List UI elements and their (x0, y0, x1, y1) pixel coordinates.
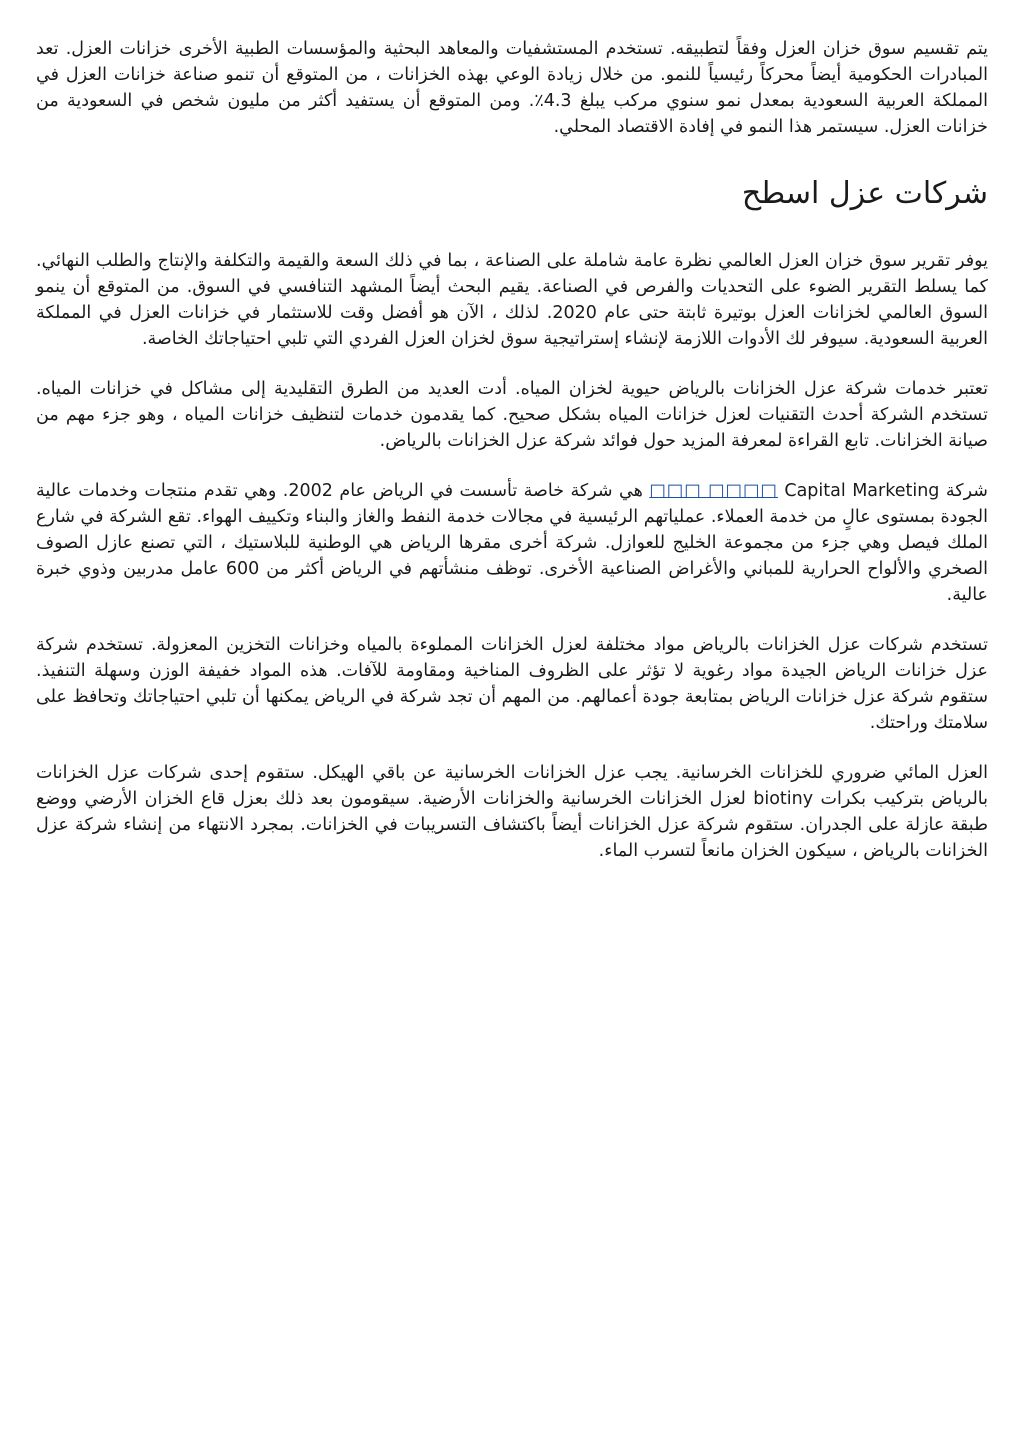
product-brand-name: biotiny (753, 789, 814, 809)
company-brand-name: Capital Marketing (784, 481, 940, 501)
company-prefix: شركة (945, 481, 988, 501)
company-link[interactable]: □□□ □□□□ (649, 481, 778, 501)
materials-paragraph: تستخدم شركات عزل الخزانات بالرياض مواد مختلفة لعزل الخزانات المملوءة بالمياه وخزانات التخزين المعزولة. تستخدم شركة عزل خزانات الرياض الجيدة مواد رغوية لا تؤثر على الظروف المناخية ومقاومة للآفات. هذه المواد خفيفة الوزن وسهلة التنفيذ. ستقوم شركة عزل خزانات الرياض بمتابعة جودة أعمالهم. من المهم أن تجد شركة في الرياض يمكنها أن تلبي احتياجاتك وتحافظ على سلامتك وراحتك. (36, 635, 988, 733)
waterproofing-paragraph (36, 760, 988, 864)
company-profile-paragraph (36, 478, 988, 608)
waterproofing-text-start: العزل المائي ضروري للخزانات الخرسانية. يجب عزل الخزانات الخرسانية عن باقي الهيكل. ستقوم إحدى شركات عزل الخزانات بالرياض بتركيب بكرات (36, 763, 988, 809)
market-report-paragraph: يوفر تقرير سوق خزان العزل العالمي نظرة عامة شاملة على الصناعة ، بما في ذلك السعة والقيمة والتكلفة والإنتاج والطلب النهائي. كما يسلط التقرير الضوء على التحديات والفرص في الصناعة. يقيم البحث أيضاً المشهد التنافسي في السوق. من المتوقع أن ينمو السوق العالمي لخزانات العزل بوتيرة ثابتة حتى عام 2020. لذلك ، الآن هو أفضل وقت للاستثمار في خزانات العزل في المملكة العربية السعودية. سيوفر لك الأدوات اللازمة لإنشاء إستراتيجية سوق لخزان العزل الفردي التي تلبي احتياجاتك الخاصة. (36, 251, 988, 349)
section-heading: شركات عزل اسطح (741, 176, 988, 211)
tank-services-paragraph: تعتبر خدمات شركة عزل الخزانات بالرياض حيوية لخزان المياه. أدت العديد من الطرق التقليدية إلى مشاكل في خزانات المياه. تستخدم الشركة أحدث التقنيات لعزل خزانات المياه بشكل صحيح. كما يقدمون خدمات لتنظيف خزانات المياه ، وهو جزء مهم من صيانة الخزانات. تابع القراءة لمعرفة المزيد حول فوائد شركة عزل الخزانات بالرياض. (36, 379, 988, 451)
company-profile-text: هي شركة خاصة تأسست في الرياض عام 2002. وهي تقدم منتجات وخدمات عالية الجودة بمستوى عالٍ من خدمة العملاء. عملياتهم الرئيسية في مجالات خدمة النفط والغاز والبناء وتكييف الهواء. تقع الشركة في شارع الملك فيصل وهي جزء من مجموعة الخليج للعوازل. شركة أخرى مقرها الرياض هي الوطنية للبلاستيك ، التي تصنع عازل الصوف الصخري والألواح الحرارية للمباني والأغراض الصناعية الأخرى. توظف منشأتهم في الرياض أكثر من 600 عامل مدربين وذوي خبرة عالية. (36, 481, 988, 605)
waterproofing-text-end: لعزل الخزانات الخرسانية والخزانات الأرضية. سيقومون بعد ذلك بعزل قاع الخزان الأرضي ووضع طبقة عازلة على الجدران. ستقوم شركة عزل الخزانات أيضاً باكتشاف التسريبات في الخزانات. بمجرد الانتهاء من إنشاء شركة عزل الخزانات بالرياض ، سيكون الخزان مانعاً لتسرب الماء. (36, 789, 988, 861)
intro-paragraph: يتم تقسيم سوق خزان العزل وفقاً لتطبيقه. تستخدم المستشفيات والمعاهد البحثية والمؤسسات الطبية الأخرى خزانات العزل. تعد المبادرات الحكومية أيضاً محركاً رئيسياً للنمو. من خلال زيادة الوعي بهذه الخزانات ، من المتوقع أن تنمو صناعة خزانات العزل في المملكة العربية السعودية بمعدل نمو سنوي مركب يبلغ 4.3٪. ومن المتوقع أن يستفيد أكثر من مليون شخص في السعودية من خزانات العزل. سيستمر هذا النمو في إفادة الاقتصاد المحلي. (36, 39, 989, 137)
